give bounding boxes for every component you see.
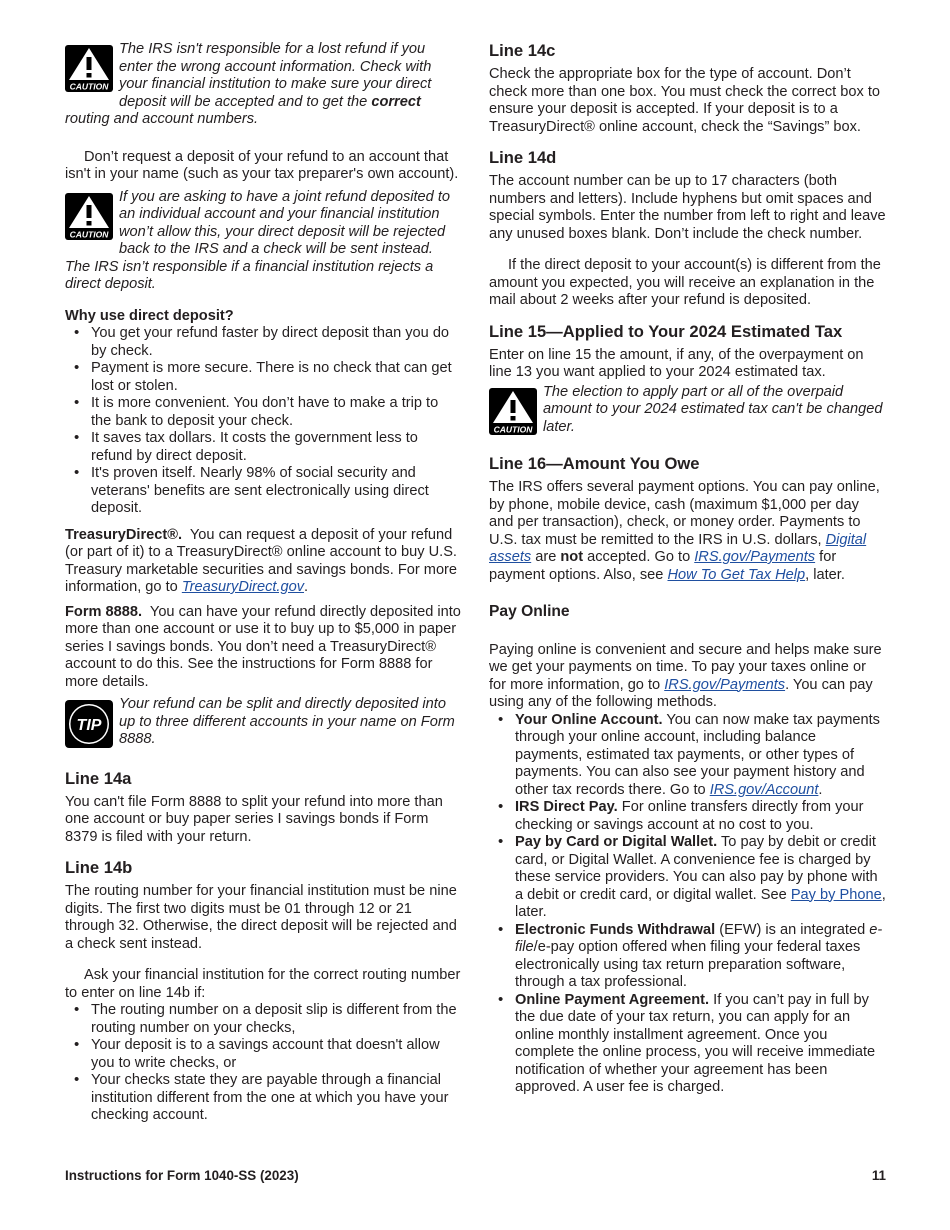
- page-number: 11: [871, 1168, 886, 1183]
- line-16-text-part: are: [531, 549, 561, 565]
- method-text-end: .: [818, 781, 823, 798]
- treasury-direct-end: .: [304, 579, 309, 595]
- list-item: [489, 834, 886, 922]
- line-14a-heading: Line 14a: [65, 768, 132, 788]
- irs-payments-link[interactable]: IRS.gov/Payments: [694, 549, 816, 565]
- method-text: To pay by debit or credit card, or Digital Wallet. A convenience fee is charged by these service providers. You can also pay by phone with a debit or credit card, or digital wallet. See: [515, 834, 878, 903]
- caution-text: If you are asking to have a joint refund deposited to an individual account and your financial institution won’t allow this, your direct deposit will be rejected back to the IRS and a check will be sent instead. The IRS isn’t responsible if a financial institution rejects a direct deposit.: [65, 188, 451, 292]
- list-item: [489, 712, 886, 800]
- line-16-text-part: , later.: [805, 566, 845, 583]
- line-14d-heading: Line 14d: [489, 148, 557, 167]
- method-text: If you can’t pay in full by the due date of your tax return, you can apply for an online monthly installment agreement. Once you complete the online process, you will receive immediate notification of whether your agreement has been approved. A user fee is charged.: [515, 991, 876, 1095]
- left-column: [65, 41, 461, 1125]
- payment-methods-list: [489, 712, 886, 1097]
- list-item: • Your checks state they are payable through a financial institution different from the one at which you have your checking account.: [65, 1072, 461, 1125]
- caution-text-end: routing and account numbers.: [65, 111, 259, 127]
- method-lead: Pay by Card or Digital Wallet.: [515, 834, 718, 850]
- caution-icon-label: CAUTION: [493, 424, 533, 434]
- line-14d-text: The account number can be up to 17 characters (both numbers and letters). Include hyphens but omit spaces and special symbols. Enter the number from left to right and leave any unused boxes blank. Don’t include the check number.: [489, 173, 886, 242]
- caution-note-estimated-tax: [489, 384, 886, 437]
- pay-by-phone-link[interactable]: Pay by Phone: [790, 886, 882, 903]
- why-direct-deposit-list: [65, 325, 461, 518]
- list-item: • The routing number on a deposit slip is different from the routing number on your checks,: [65, 1002, 461, 1037]
- list-item: • You get your refund faster by direct deposit than you do by check.: [65, 325, 461, 360]
- list-item: • It saves tax dollars. It costs the government less to refund by direct deposit.: [65, 430, 461, 465]
- line-15-text: Enter on line 15 the amount, if any, of the overpayment on line 13 you want applied to your 2024 estimated tax.: [489, 346, 864, 380]
- list-item: • It is more convenient. You don’t have to make a trip to the bank to deposit your check.: [65, 395, 461, 430]
- treasury-direct-paragraph: [65, 527, 461, 597]
- tip-icon-label: TIP: [76, 717, 102, 734]
- routing-number-list: [65, 1002, 461, 1125]
- list-item: • Your deposit is to a savings account that doesn't allow you to write checks, or: [65, 1037, 461, 1072]
- method-text: For online transfers directly from your checking or savings account at no cost to you.: [515, 799, 864, 833]
- list-item: • It's proven itself. Nearly 98% of social security and veterans' benefits are sent electronically using direct deposit.: [65, 465, 461, 518]
- tip-text: Your refund can be split and directly deposited into up to three different accounts in your name on Form 8888.: [119, 696, 455, 747]
- irs-payments-link-2[interactable]: IRS.gov/Payments: [664, 676, 786, 693]
- digital-assets-link[interactable]: Digital assets: [489, 531, 867, 565]
- line-16-text-part: The IRS offers several payment options. You can pay online, by phone, mobile device, cash (maximum $1,000 per day and per transaction), check, or money order. Payments to U.S. tax must be remitted to the IRS in U.S. dollars,: [489, 479, 880, 548]
- irs-account-link[interactable]: IRS.gov/Account: [709, 781, 819, 798]
- treasury-direct-text: You can request a deposit of your refund (or part of it) to a TreasuryDirect® online account to buy U.S. Treasury marketable securities and savings bonds. For more information, go to: [65, 526, 458, 595]
- caution-text: The IRS isn't responsible for a lost refund if you enter the wrong account information. Check with your financial institution to make sure your direct deposit will be accepted and to get the: [119, 41, 432, 110]
- pay-online-text: [489, 642, 886, 712]
- line-14a-text: You can't file Form 8888 to split your refund into more than one account or buy paper series I savings bonds if Form 8379 is filed with your return.: [65, 793, 443, 845]
- method-text: You can now make tax payments through your online account, including balance payments, estimated tax payments, or other types of payments. You can also see your payment history and other tax records there. Go to: [515, 711, 880, 798]
- method-emphasis: e-file: [515, 921, 883, 955]
- right-column: [489, 41, 886, 1097]
- form-8888-paragraph: [65, 604, 461, 692]
- how-to-get-tax-help-link[interactable]: How To Get Tax Help: [667, 566, 806, 583]
- method-lead: Electronic Funds Withdrawal: [515, 921, 716, 938]
- treasury-direct-link[interactable]: TreasuryDirect.gov: [181, 579, 305, 595]
- caution-bold-word: correct: [371, 93, 421, 110]
- caution-note-joint-refund: [65, 189, 461, 294]
- footer-title: Instructions for Form 1040-SS (2023): [65, 1168, 299, 1183]
- own-name-paragraph: Don’t request a deposit of your refund to an account that isn't in your name (such as your tax preparer's own account).: [65, 148, 459, 182]
- tip-icon: [65, 700, 113, 748]
- method-lead: Your Online Account.: [515, 711, 663, 728]
- caution-icon-label: CAUTION: [69, 81, 109, 92]
- line-16-bold-word: not: [560, 549, 584, 565]
- line-16-text-part: accepted. Go to: [583, 549, 695, 565]
- method-text: (EFW) is an integrated: [715, 921, 870, 938]
- line-14c-heading: Line 14c: [489, 41, 556, 60]
- treasury-direct-lead: TreasuryDirect®.: [65, 526, 183, 543]
- caution-icon: [489, 388, 537, 435]
- line-14b-text2: Ask your financial institution for the correct routing number to enter on line 14b if:: [65, 967, 461, 1001]
- list-item: [489, 922, 886, 992]
- line-14c-text: Check the appropriate box for the type of account. Don’t check more than one box. You must check the correct box to ensure your deposit is accepted. If your deposit is to a TreasuryDirect® online account, check the “Savings” box.: [489, 66, 881, 135]
- line-15-heading: Line 15—Applied to Your 2024 Estimated Tax: [489, 321, 843, 341]
- caution-text: The election to apply part or all of the overpaid amount to your 2024 estimated tax can't be changed later.: [543, 383, 883, 435]
- pay-online-text-part: . You can pay using any of the following methods.: [489, 676, 873, 710]
- caution-icon: [65, 193, 113, 240]
- caution-note-lost-refund: [65, 41, 461, 129]
- list-item: [489, 799, 886, 834]
- line-16-text: [489, 479, 886, 584]
- line-16-text-part: for payment options. Also, see: [489, 549, 837, 583]
- line-16-heading: Line 16—Amount You Owe: [489, 454, 700, 473]
- line-14b-text: The routing number for your financial institution must be nine digits. The first two digits must be 01 through 12 or 21 through 32. Otherwise, the direct deposit will be rejected and a check sent instead.: [65, 883, 457, 952]
- method-lead: Online Payment Agreement.: [515, 991, 710, 1008]
- method-text-end: , later.: [515, 886, 886, 920]
- list-item: [489, 992, 886, 1097]
- list-item: • Payment is more secure. There is no check that can get lost or stolen.: [65, 360, 461, 395]
- line-14d-text2: If the direct deposit to your account(s) is different from the amount you expected, you will receive an explanation in the mail about 2 weeks after your refund is deposited.: [489, 257, 881, 308]
- form-8888-lead: Form 8888.: [65, 603, 143, 620]
- method-text: /e-pay option offered when filing your federal taxes electronically using tax return preparation software, through a tax professional.: [515, 939, 861, 990]
- caution-icon: [65, 45, 113, 92]
- form-8888-text: You can have your refund directly deposited into more than one account or use it to buy up to $5,000 in paper series I savings bonds. You don’t need a TreasuryDirect® account to do this. See the instructions for Form 8888 for more details.: [65, 603, 461, 690]
- caution-icon-label: CAUTION: [69, 229, 109, 239]
- tip-note-split-refund: [65, 696, 461, 749]
- pay-online-heading: Pay Online: [489, 603, 570, 620]
- pay-online-text-part: Paying online is convenient and secure and helps make sure we get your payments on time. To pay your taxes online or for more information, go to: [489, 641, 882, 693]
- line-14b-heading: Line 14b: [65, 858, 133, 877]
- why-direct-deposit-heading: Why use direct deposit?: [65, 307, 234, 324]
- method-lead: IRS Direct Pay.: [515, 799, 618, 815]
